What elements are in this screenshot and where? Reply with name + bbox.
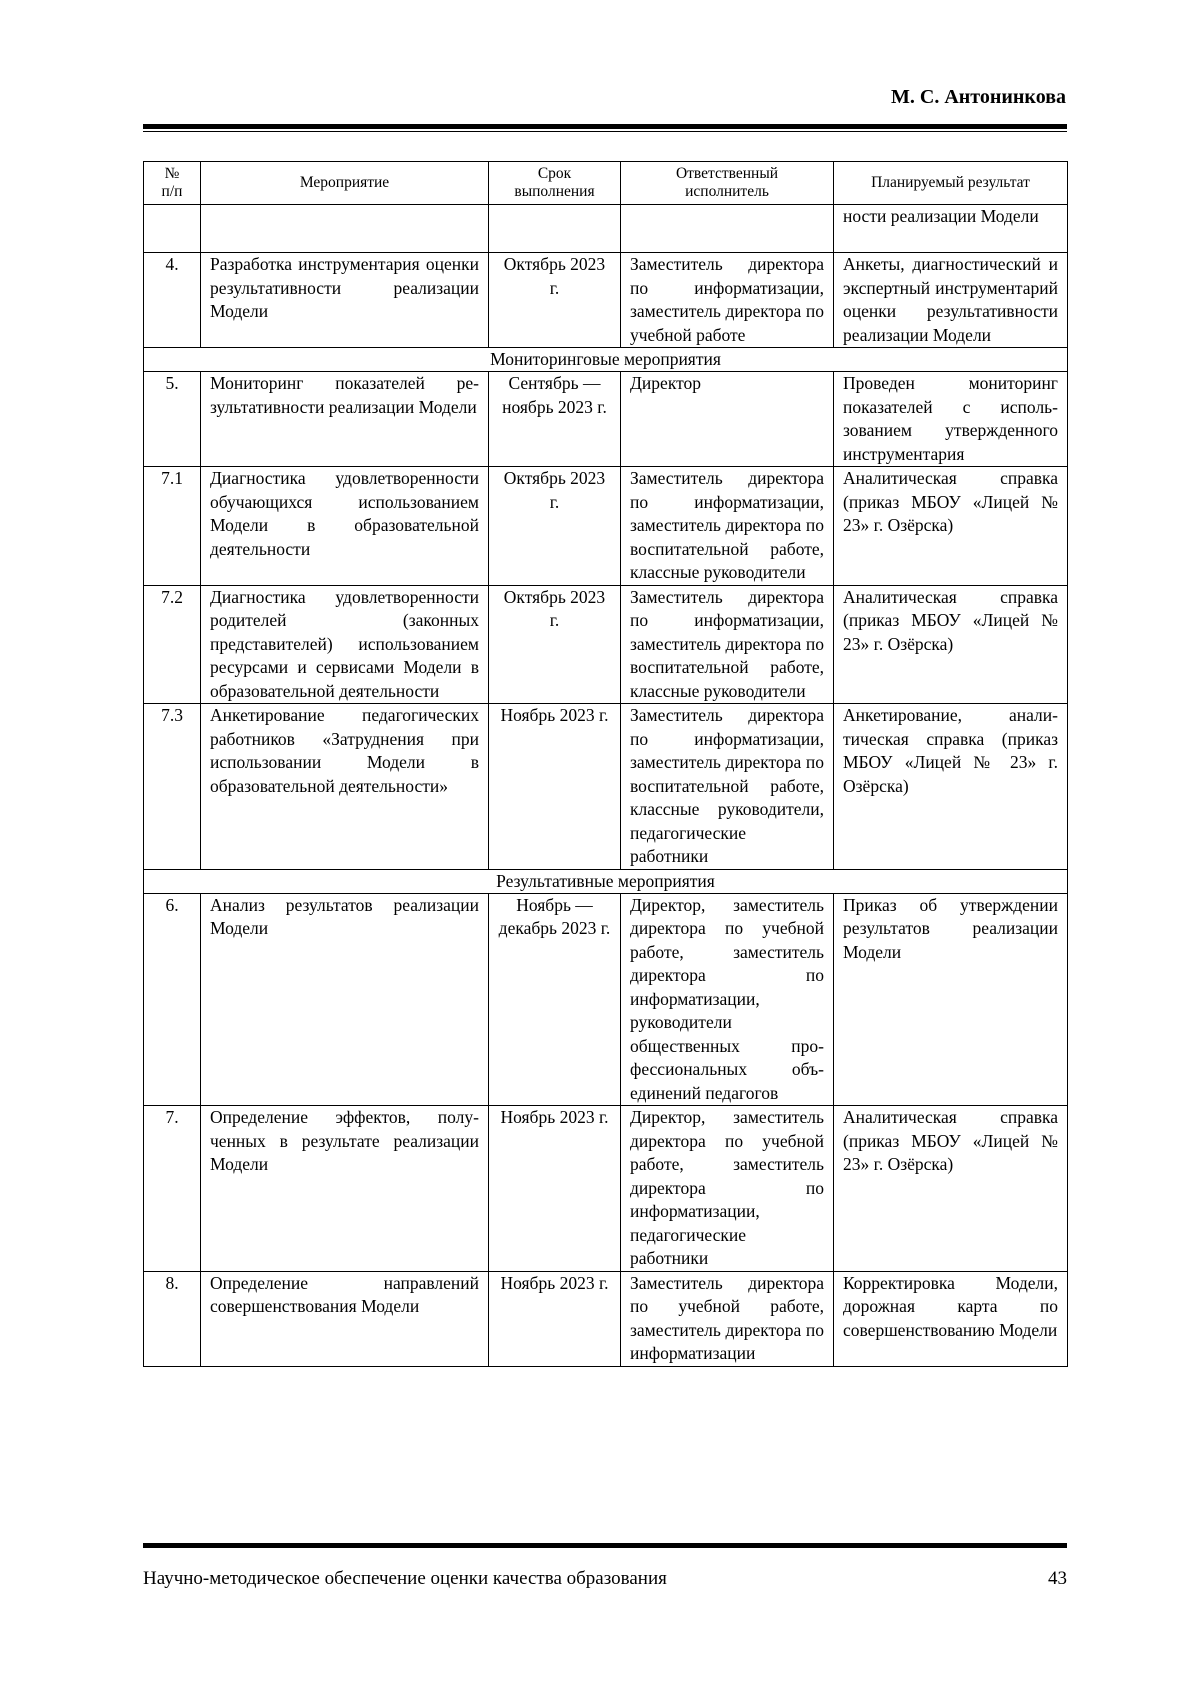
cell-responsible: Заместитель дирек­тора по информати­зации, заместитель директора по учеб­ной работе	[621, 253, 834, 348]
cell-deadline: Ноябрь 2023 г.	[489, 1106, 621, 1272]
footer-rule	[143, 1543, 1067, 1548]
section-row	[144, 348, 1068, 372]
cell-responsible: Директор, замести­тель директора по учебной работе, заместитель директо­ра по информатиза­ции, педагогические работники	[621, 1106, 834, 1272]
cell-result: Анкеты, диагностиче­ский и экспертный ин­струментарий оценки результативности реа­лизации Модели	[834, 253, 1068, 348]
cell-activity: Определение направлений совершенствования Модели	[201, 1271, 489, 1366]
cell-num: 7.1	[144, 467, 201, 586]
cell-activity: Диагностика удовлетворенно­сти родителей (законных представителей) использова­нием ресурсами и сервисами Модели в образовательной деятельности	[201, 585, 489, 704]
running-header-author: М. С. Антонинкова	[891, 86, 1066, 109]
header-activity: Мероприятие	[201, 162, 489, 205]
page-number: 43	[1048, 1568, 1067, 1590]
header-num: № п/п	[144, 162, 201, 205]
cell-responsible: Заместитель дирек­тора по информати­зации, заместитель директора по воспи­тательной работе, классные руководи­тели	[621, 467, 834, 586]
cell-result: Анкетирование, анали­тическая справка (при­каз МБОУ «Лицей № 23» г. Озёрска)	[834, 704, 1068, 870]
cell-result: Проведен мониторинг показателей с исполь­зованием утвержденно­го инструментария	[834, 372, 1068, 467]
cell-num: 7.3	[144, 704, 201, 870]
cell-num: 8.	[144, 1271, 201, 1366]
section-row	[144, 869, 1068, 893]
cell-result: Аналитическая справка (приказ МБОУ «Лицей № 23» г. Озёрска)	[834, 585, 1068, 704]
cell-result: Аналитическая справка (приказ МБОУ «Лицей № 23» г. Озёрска)	[834, 1106, 1068, 1272]
cell-activity	[201, 205, 489, 253]
activity-plan-table	[143, 161, 1068, 1367]
cell-num: 7.2	[144, 585, 201, 704]
cell-result: Корректировка Моде­ли, дорожная карта по совершенствованию Модели	[834, 1271, 1068, 1366]
cell-deadline: Октябрь 2023 г.	[489, 253, 621, 348]
cell-num: 7.	[144, 1106, 201, 1272]
header-deadline: Срок выполнения	[489, 162, 621, 205]
cell-deadline: Ноябрь — декабрь 2023 г.	[489, 893, 621, 1106]
cell-deadline: Сентябрь — ноябрь 2023 г.	[489, 372, 621, 467]
cell-deadline: Октябрь 2023 г.	[489, 585, 621, 704]
table-row	[144, 1271, 1068, 1366]
cell-responsible: Заместитель дирек­тора по информати­зации, заместитель директора по воспи­тательной работе, классные руководи­тели, педагогические работники	[621, 704, 834, 870]
cell-num: 5.	[144, 372, 201, 467]
table-row	[144, 372, 1068, 467]
cell-activity: Анализ результатов реализа­ции Модели	[201, 893, 489, 1106]
cell-deadline: Октябрь 2023 г.	[489, 467, 621, 586]
header-result: Планируемый результат	[834, 162, 1068, 205]
cell-activity: Разработка инструментария оценки результативности реа­лизации Модели	[201, 253, 489, 348]
table-row	[144, 1106, 1068, 1272]
cell-num: 4.	[144, 253, 201, 348]
cell-result: Аналитическая справка (приказ МБОУ «Лицей № 23» г. Озёрска)	[834, 467, 1068, 586]
table-row	[144, 585, 1068, 704]
cell-deadline: Ноябрь 2023 г.	[489, 1271, 621, 1366]
table-row	[144, 893, 1068, 1106]
cell-responsible: Заместитель дирек­тора по информати­зации, заместитель директора по воспи­тательной работе, классные руководи­тели	[621, 585, 834, 704]
running-footer-title: Научно-методическое обеспечение оценки качества образования	[143, 1568, 667, 1590]
header-rule	[143, 124, 1067, 132]
cell-activity: Диагностика удовлетворенно­сти обучающихся использо­ванием Модели в образова­тельной деятельности	[201, 467, 489, 586]
table-header-row	[144, 162, 1068, 205]
cell-activity: Мониторинг показателей ре­зультативности реализации Модели	[201, 372, 489, 467]
table-row	[144, 704, 1068, 870]
table-row	[144, 253, 1068, 348]
cell-responsible: Директор	[621, 372, 834, 467]
cell-deadline: Ноябрь 2023 г.	[489, 704, 621, 870]
header-responsible: Ответственный исполнитель	[621, 162, 834, 205]
table-row	[144, 205, 1068, 253]
cell-result: Приказ об утверждении результатов реализации Модели	[834, 893, 1068, 1106]
section-results-title: Результативные мероприятия	[144, 869, 1068, 893]
cell-result: ности реализации Мо­дели	[834, 205, 1068, 253]
cell-num	[144, 205, 201, 253]
cell-num: 6.	[144, 893, 201, 1106]
cell-responsible: Директор, замести­тель директора по учебной работе, заместитель директо­ра по информатиза­ции, руководители общественных про­фессиональных объ­единений педагогов	[621, 893, 834, 1106]
table-row	[144, 467, 1068, 586]
cell-deadline	[489, 205, 621, 253]
cell-activity: Анкетирование педагогиче­ских работников «Затрудне­ния при использовании Моде­ли в образовательной дея­тельности»	[201, 704, 489, 870]
cell-activity: Определение эффектов, полу­ченных в результате реализа­ции Модели	[201, 1106, 489, 1272]
cell-responsible	[621, 205, 834, 253]
section-monitoring-title: Мониторинговые мероприятия	[144, 348, 1068, 372]
cell-responsible: Заместитель дирек­тора по учебной ра­боте, заместитель директора по инфор­матизации	[621, 1271, 834, 1366]
